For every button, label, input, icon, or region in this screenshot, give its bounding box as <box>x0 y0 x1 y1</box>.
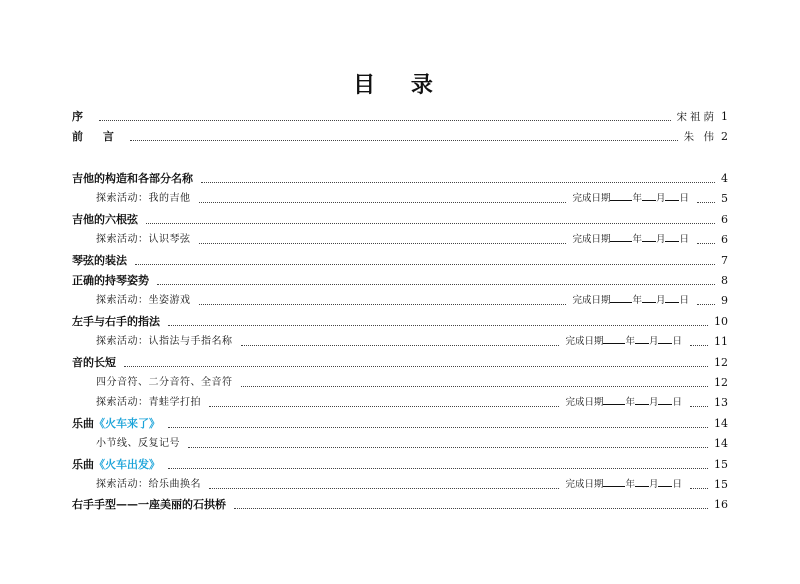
toc-entry-label <box>72 315 160 329</box>
toc-subentry-row[interactable] <box>0 190 800 206</box>
leader-dots <box>241 385 709 387</box>
completion-date[interactable] <box>565 334 682 349</box>
day-blank[interactable] <box>658 477 672 487</box>
toc-page-number: 15 <box>714 458 728 471</box>
leader-dots <box>201 181 715 183</box>
song-title: 《火车出发》 <box>94 458 160 471</box>
toc-chapter-row[interactable] <box>0 456 800 472</box>
toc-chapter-row[interactable] <box>0 272 800 288</box>
toc-entry-label <box>72 458 160 472</box>
leader-dots <box>199 242 567 244</box>
month-blank[interactable] <box>635 395 649 405</box>
toc-entry-text: 正确的持琴姿势 <box>72 274 149 287</box>
toc-subentry-row[interactable] <box>0 231 800 247</box>
year-blank[interactable] <box>603 395 625 405</box>
toc-subentry-row[interactable] <box>0 374 800 390</box>
toc-entry-label <box>72 274 149 288</box>
completion-date-label: 完成日期 <box>565 479 604 490</box>
leader-dots <box>124 365 708 367</box>
month-blank[interactable] <box>635 334 649 344</box>
month-blank[interactable] <box>642 191 656 201</box>
completion-date[interactable] <box>565 395 682 410</box>
year-blank[interactable] <box>603 477 625 487</box>
year-blank[interactable] <box>610 293 632 303</box>
day-label: 日 <box>672 479 682 490</box>
toc-entry-author: 宋祖荫 <box>676 111 717 123</box>
toc-entry-label <box>96 437 180 451</box>
leader-dots <box>209 487 559 489</box>
day-blank[interactable] <box>658 334 672 344</box>
toc-entry-text: 探索活动：给乐曲换名 <box>96 479 201 490</box>
leader-dots <box>209 405 559 407</box>
toc-entry-text: 探索活动：认指法与手指名称 <box>96 336 233 347</box>
toc-entry-text: 吉他的构造和各部分名称 <box>72 172 193 185</box>
toc-page-number: 9 <box>721 294 728 307</box>
toc-page-number: 10 <box>714 315 728 328</box>
toc-page-number: 7 <box>721 254 728 267</box>
leader-dots <box>168 426 708 428</box>
toc-page-number: 4 <box>721 172 728 185</box>
leader-dots <box>130 139 678 141</box>
toc-subentry-row[interactable] <box>0 394 800 410</box>
year-label: 年 <box>632 234 642 245</box>
leader-dots <box>199 201 567 203</box>
toc-entry-label <box>72 498 226 512</box>
toc-chapter-row[interactable] <box>0 313 800 329</box>
toc-subentry-row[interactable] <box>0 333 800 349</box>
toc-entry-label <box>72 172 193 186</box>
toc-entry-text: 探索活动：坐姿游戏 <box>96 295 191 306</box>
year-label: 年 <box>625 336 635 347</box>
toc-page-number: 6 <box>721 213 728 226</box>
day-label: 日 <box>679 193 689 204</box>
leader-dots <box>199 303 567 305</box>
toc-page-number: 12 <box>714 356 728 369</box>
leader-dots <box>241 344 560 346</box>
toc-page-number: 12 <box>714 376 728 389</box>
leader-dots <box>690 487 708 489</box>
day-label: 日 <box>672 336 682 347</box>
leader-dots <box>697 201 715 203</box>
toc-page-number: 14 <box>714 437 728 450</box>
toc-page-number: 6 <box>721 233 728 246</box>
year-label: 年 <box>632 193 642 204</box>
day-blank[interactable] <box>665 232 679 242</box>
year-blank[interactable] <box>603 334 625 344</box>
toc-entry-text: 探索活动：青蛙学打拍 <box>96 397 201 408</box>
year-label: 年 <box>632 295 642 306</box>
toc-entry-label: 前 言 <box>72 130 122 143</box>
toc-entry-label <box>96 478 201 492</box>
toc-prelim-row[interactable] <box>0 108 800 124</box>
toc-entry-label <box>72 254 127 268</box>
toc-page-number: 5 <box>721 192 728 205</box>
year-blank[interactable] <box>610 191 632 201</box>
month-blank[interactable] <box>642 232 656 242</box>
toc-chapter-row[interactable] <box>0 170 800 186</box>
leader-dots <box>135 263 715 265</box>
leader-dots <box>690 344 708 346</box>
toc-page-number: 1 <box>721 110 728 123</box>
year-label: 年 <box>625 397 635 408</box>
day-label: 日 <box>679 234 689 245</box>
page-title: 目 录 <box>353 73 447 98</box>
toc-entry-label <box>72 213 138 227</box>
toc-chapter-row[interactable] <box>0 354 800 370</box>
toc-subentry-row[interactable] <box>0 292 800 308</box>
toc-entry-text: 琴弦的装法 <box>72 254 127 267</box>
year-blank[interactable] <box>610 232 632 242</box>
toc-chapter-row[interactable] <box>0 252 800 268</box>
toc-entry-label <box>96 192 191 206</box>
day-label: 日 <box>672 397 682 408</box>
month-label: 月 <box>648 397 659 408</box>
toc-entry-text: 探索活动：我的吉他 <box>96 193 191 204</box>
toc-entry-text: 探索活动：认识琴弦 <box>96 234 191 245</box>
completion-date-label: 完成日期 <box>572 193 611 204</box>
toc-page-number: 14 <box>714 417 728 430</box>
leader-dots <box>188 446 708 448</box>
toc-page-number: 13 <box>714 396 728 409</box>
toc-page-number: 15 <box>714 478 728 491</box>
toc-entry-label <box>72 356 116 370</box>
toc-entry-text: 吉他的六根弦 <box>72 213 138 226</box>
toc-subentry-row[interactable] <box>0 476 800 492</box>
month-blank[interactable] <box>642 293 656 303</box>
toc-entry-text: 小节线、反复记号 <box>96 438 180 449</box>
completion-date[interactable] <box>572 232 689 247</box>
completion-date-label: 完成日期 <box>572 234 611 245</box>
day-blank[interactable] <box>665 191 679 201</box>
toc-page-number: 2 <box>721 130 728 143</box>
month-label: 月 <box>655 295 666 306</box>
song-title: 《火车来了》 <box>94 417 160 430</box>
toc-entry-text: 四分音符、二分音符、全音符 <box>96 377 233 388</box>
completion-date[interactable] <box>572 293 689 308</box>
leader-dots <box>99 119 671 121</box>
toc-entry-author: 朱 伟 <box>683 131 717 143</box>
toc-entry-label: 序 <box>72 110 91 123</box>
completion-date[interactable] <box>565 477 682 492</box>
toc-entry-text: 音的长短 <box>72 356 116 369</box>
day-label: 日 <box>679 295 689 306</box>
leader-dots <box>168 467 708 469</box>
toc-entry-text: 左手与右手的指法 <box>72 315 160 328</box>
toc-entry-label <box>96 294 191 308</box>
toc-page-number: 11 <box>714 335 728 348</box>
toc-entry-label <box>96 335 233 349</box>
toc-entry-label <box>72 417 160 431</box>
toc-prelim-row[interactable] <box>0 128 800 144</box>
completion-date-label: 完成日期 <box>565 397 604 408</box>
leader-dots <box>168 324 708 326</box>
toc-chapter-row[interactable] <box>0 496 800 512</box>
month-blank[interactable] <box>635 477 649 487</box>
toc-entry-text: 右手手型——一座美丽的石拱桥 <box>72 498 226 511</box>
month-label: 月 <box>648 479 659 490</box>
leader-dots <box>697 242 715 244</box>
completion-date-label: 完成日期 <box>572 295 611 306</box>
toc-subentry-row[interactable] <box>0 435 800 451</box>
toc-chapter-row[interactable] <box>0 415 800 431</box>
toc-entry-text: 乐曲 <box>72 417 94 430</box>
month-label: 月 <box>655 193 666 204</box>
leader-dots <box>234 507 708 509</box>
toc-entry-label <box>96 233 191 247</box>
toc-entry-label <box>96 396 201 410</box>
toc-entry-text: 乐曲 <box>72 458 94 471</box>
toc-page-number: 8 <box>721 274 728 287</box>
day-blank[interactable] <box>665 293 679 303</box>
completion-date-label: 完成日期 <box>565 336 604 347</box>
leader-dots <box>146 222 715 224</box>
month-label: 月 <box>648 336 659 347</box>
month-label: 月 <box>655 234 666 245</box>
toc-page-number: 16 <box>714 498 728 511</box>
leader-dots <box>157 283 715 285</box>
toc-entry-label <box>96 376 233 390</box>
completion-date[interactable] <box>572 191 689 206</box>
toc-chapter-row[interactable] <box>0 211 800 227</box>
leader-dots <box>690 405 708 407</box>
day-blank[interactable] <box>658 395 672 405</box>
leader-dots <box>697 303 715 305</box>
year-label: 年 <box>625 479 635 490</box>
